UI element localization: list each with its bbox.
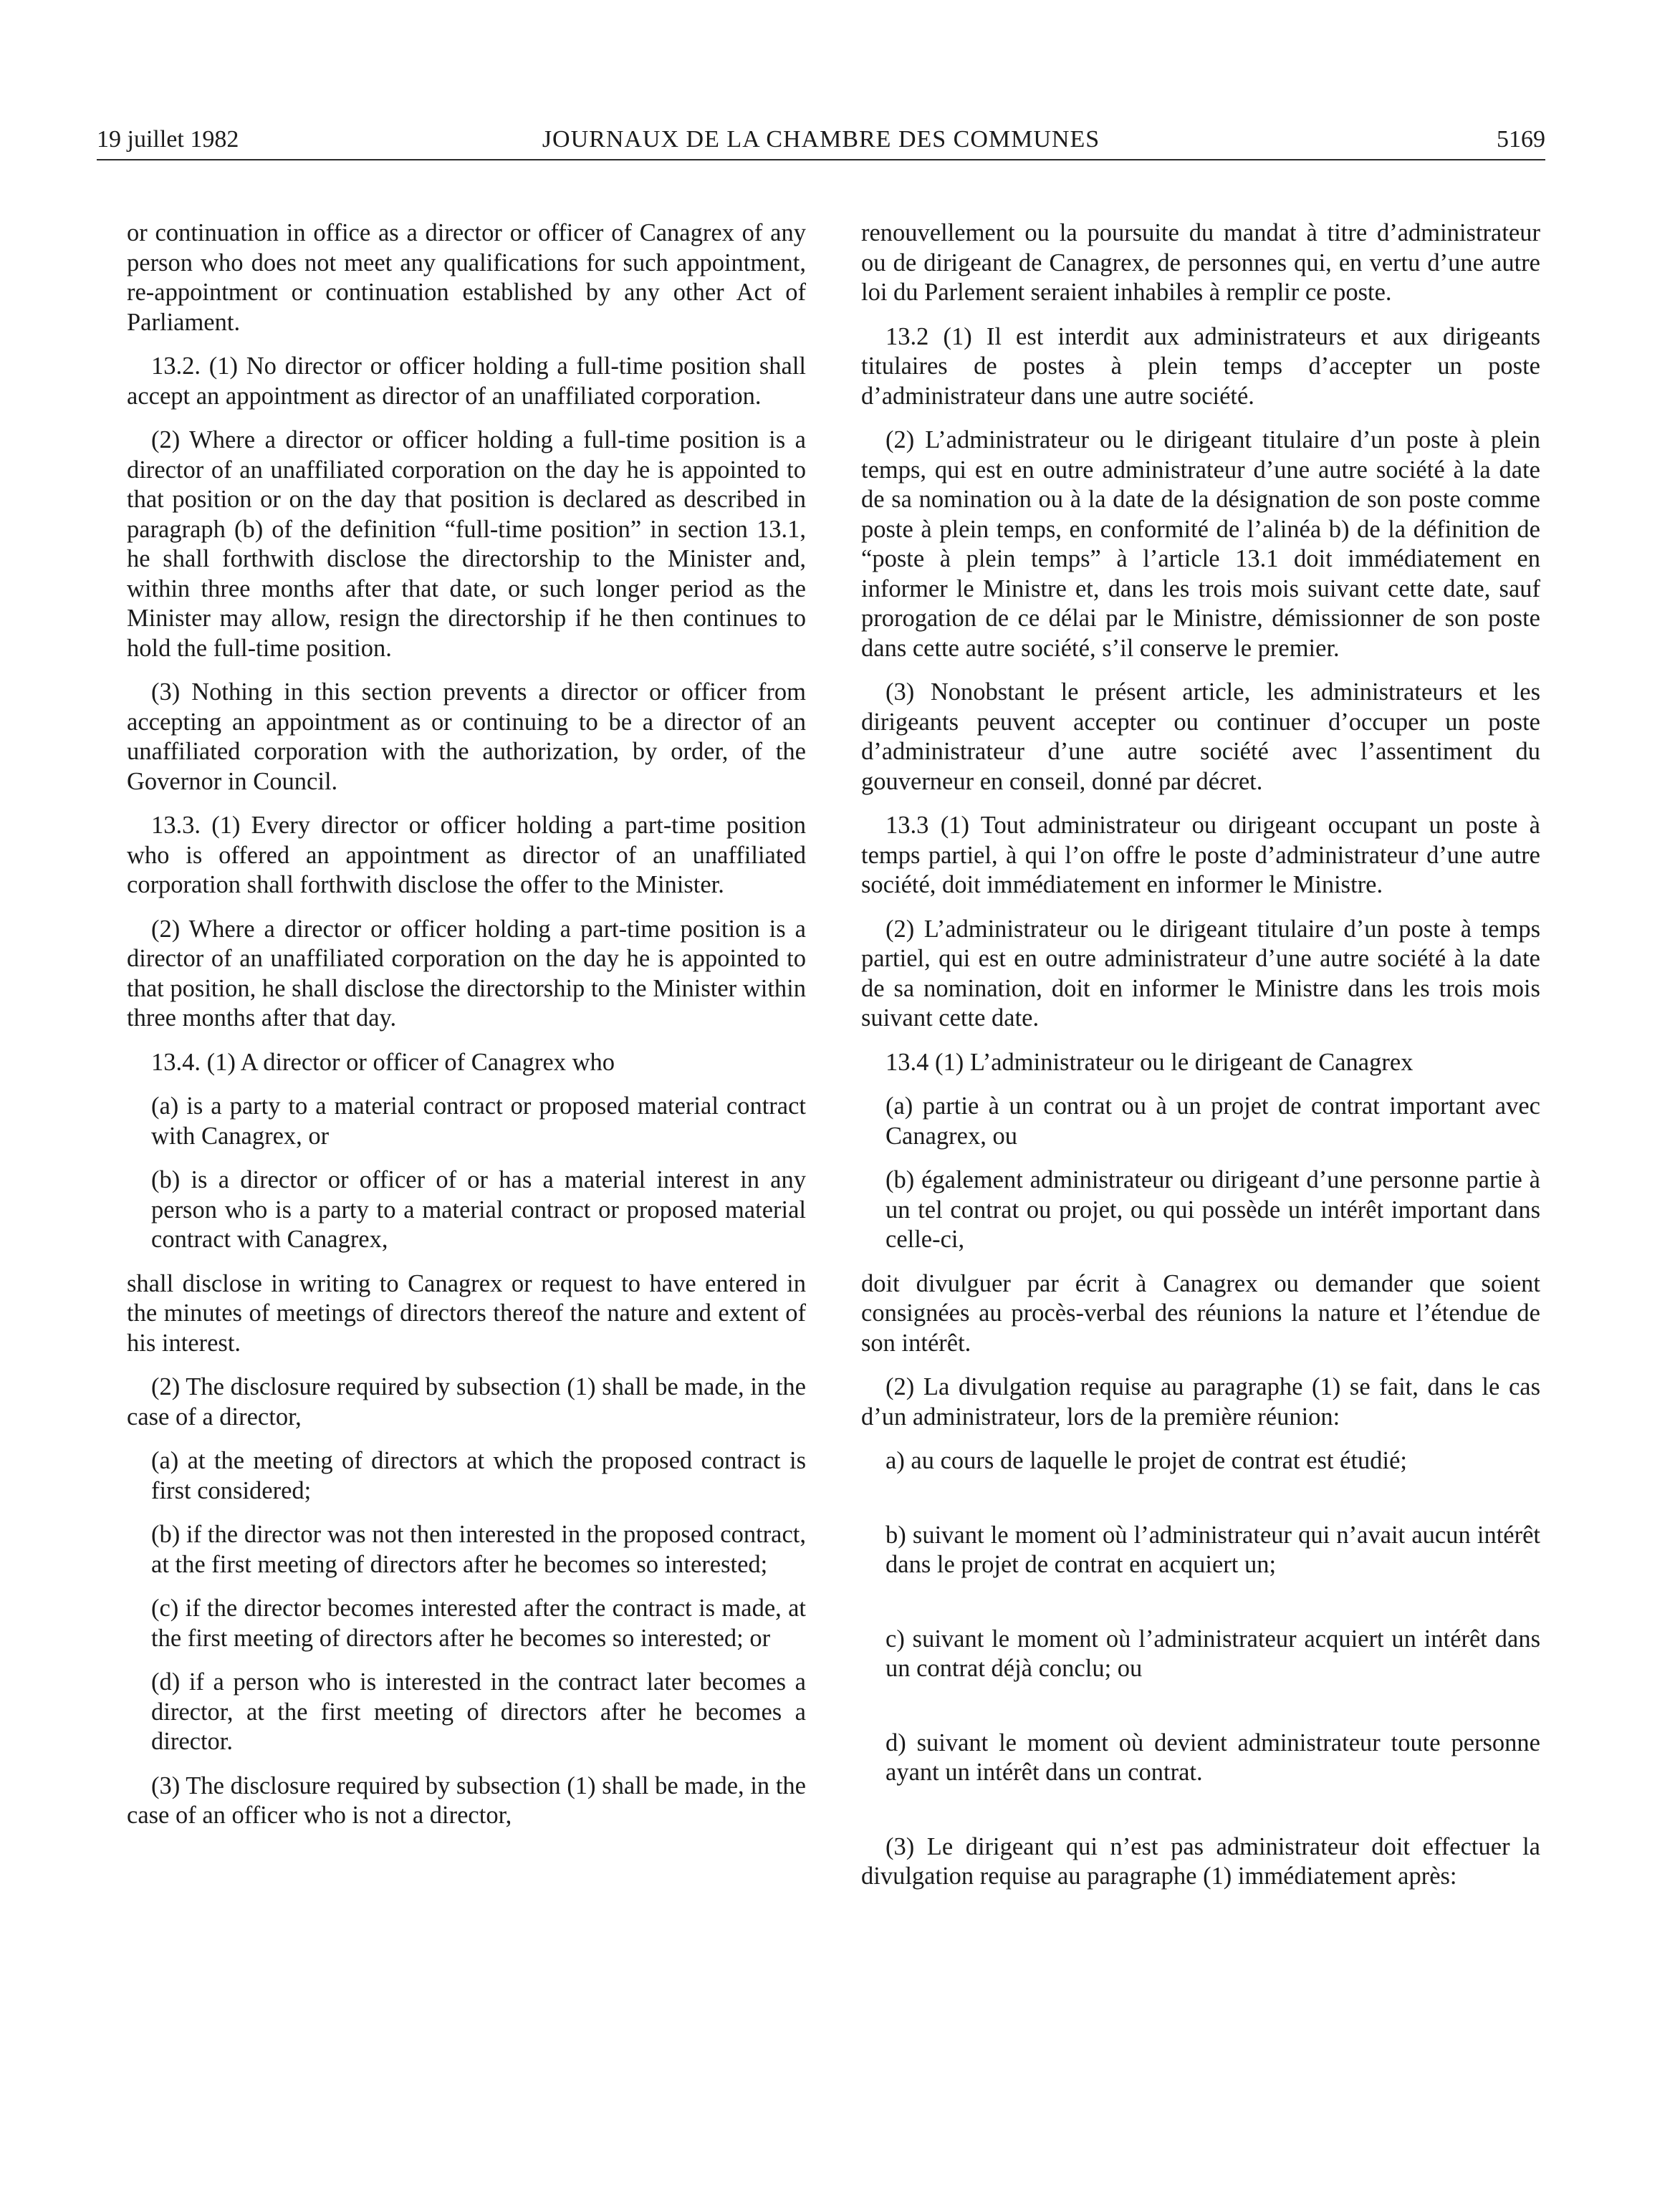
paragraph: (2) La divulgation requise au paragraphe (1) se fait, dans le cas d’un administrateur, lors de la première réunion:: [861, 1373, 1540, 1431]
paragraph: 13.2. (1) No director or officer holding a full-time position shall accept an appointment as director of an unaffiliated corporation.: [127, 352, 806, 410]
page-number: 5169: [1497, 126, 1545, 153]
paragraph: (2) L’administrateur ou le dirigeant titulaire d’un poste à plein temps, qui est en outre administrateur d’une autre société à la date de sa nomination ou à la date de la désignation de son poste comme poste à plein temps, en conformité de l’alinéa b) de la définition de “poste à plein temps” à l’article 13.1 doit immédiatement en informer le Ministre et, dans les trois mois suivant cette date, sauf prorogation de ce délai par le Ministre, démissionner de son poste dans cette autre société, s’il conserve le premier.: [861, 426, 1540, 662]
paragraph: 13.3 (1) Tout administrateur ou dirigeant occupant un poste à temps partiel, à qui l’on offre le poste d’administrateur d’une autre société, doit immédiatement en informer le Ministre.: [861, 812, 1540, 898]
paragraph: 13.3. (1) Every director or officer holding a part-time position who is offered an appointment as director of an unaffiliated corporation shall forthwith disclose the offer to the Minister.: [127, 812, 806, 898]
paragraph: (2) Where a director or officer holding a full-time position is a director of an unaffiliated corporation on the day he is appointed to that position or on the day that position is declared as described in paragraph (b) of the definition “full-time position” in section 13.1, he shall forthwith disclose the directorship to the Minister and, within three months after that date, or such longer period as the Minister may allow, resign the directorship if he then continues to hold the full-time position.: [127, 426, 806, 662]
list-item: a) au cours de laquelle le projet de contrat est étudié;: [885, 1447, 1408, 1474]
paragraph: doit divulguer par écrit à Canagrex ou demander que soient consignées au procès-verbal des réunions la nature et l’étendue de son intérêt.: [861, 1269, 1540, 1357]
paragraph: shall disclose in writing to Canagrex or request to have entered in the minutes of meetings of directors thereof the nature and extent of his interest.: [127, 1269, 806, 1357]
list-item: (d) if a person who is interested in the contract later becomes a director, at the first meeting of directors after he becomes a director.: [151, 1668, 806, 1755]
english-column: [127, 218, 806, 1831]
list-item: c) suivant le moment où l’administrateur acquiert un intérêt dans un contrat déjà conclu; ou: [885, 1625, 1540, 1682]
paragraph: (3) Nonobstant le présent article, les administrateurs et les dirigeants peuvent accepter ou continuer d’occuper un poste d’administrateur d’une autre société avec l’assentiment du gouverneur en conseil, donné par décret.: [861, 678, 1540, 795]
paragraph: (2) The disclosure required by subsection (1) shall be made, in the case of a director,: [127, 1373, 806, 1431]
list-item: d) suivant le moment où devient administrateur toute personne ayant un intérêt dans un contrat.: [885, 1729, 1540, 1786]
paragraph: (2) L’administrateur ou le dirigeant titulaire d’un poste à temps partiel, qui est en outre administrateur d’une autre société à la date de sa nomination, doit en informer le Ministre dans les trois mois suivant cette date.: [861, 915, 1540, 1032]
running-header: [97, 126, 1545, 160]
paragraph: 13.4 (1) L’administrateur ou le dirigeant de Canagrex: [885, 1048, 1413, 1076]
paragraph: (2) Where a director or officer holding a part-time position is a director of an unaffiliated corporation on the day he is appointed to that position, he shall disclose the directorship to the Minister within three months after that day.: [127, 915, 806, 1032]
header-date: 19 juillet 1982: [97, 126, 239, 153]
list-item: (b) également administrateur ou dirigeant d’une personne partie à un tel contrat ou projet, ou qui possède un intérêt important dans celle-ci,: [885, 1166, 1540, 1253]
paragraph: or continuation in office as a director or officer of Canagrex of any person who does not meet any qualifications for such appointment, re-appointment or continuation established by any other Act of Parliament.: [127, 219, 806, 336]
list-item: (a) is a party to a material contract or proposed material contract with Canagrex, or: [151, 1092, 806, 1150]
list-item: (a) partie à un contrat ou à un projet de contrat important avec Canagrex, ou: [885, 1092, 1540, 1150]
paragraph: 13.4. (1) A director or officer of Canagrex who: [151, 1048, 615, 1076]
list-item: b) suivant le moment où l’administrateur qui n’avait aucun intérêt dans le projet de contrat en acquiert un;: [885, 1521, 1540, 1578]
list-item: (a) at the meeting of directors at which the proposed contract is first considered;: [151, 1447, 806, 1504]
paragraph: 13.2 (1) Il est interdit aux administrateurs et aux dirigeants titulaires de postes à plein temps d’accepter un poste d’administrateur dans une autre société.: [861, 322, 1540, 410]
paragraph: (3) Le dirigeant qui n’est pas administrateur doit effectuer la divulgation requise au paragraphe (1) immédiatement après:: [861, 1832, 1540, 1890]
paragraph: (3) The disclosure required by subsection (1) shall be made, in the case of an officer who is not a director,: [127, 1772, 806, 1829]
journal-title: JOURNAUX DE LA CHAMBRE DES COMMUNES: [542, 126, 1100, 153]
list-item: (c) if the director becomes interested after the contract is made, at the first meeting of directors after he becomes so interested; or: [151, 1595, 806, 1652]
list-item: (b) if the director was not then interested in the proposed contract, at the first meeting of directors after he becomes so interested;: [151, 1521, 806, 1578]
list-item: (b) is a director or officer of or has a material interest in any person who is a party to a material contract or proposed material contract with Canagrex,: [151, 1166, 806, 1253]
paragraph: (3) Nothing in this section prevents a director or officer from accepting an appointment as or continuing to be a director of an unaffiliated corporation with the authorization, by order, of the Governor in Council.: [127, 678, 806, 795]
french-column: [861, 218, 1540, 1892]
paragraph: renouvellement ou la poursuite du mandat à titre d’administrateur ou de dirigeant de Canagrex, de personnes qui, en vertu d’une autre loi du Parlement seraient inhabiles à remplir ce poste.: [861, 219, 1540, 306]
